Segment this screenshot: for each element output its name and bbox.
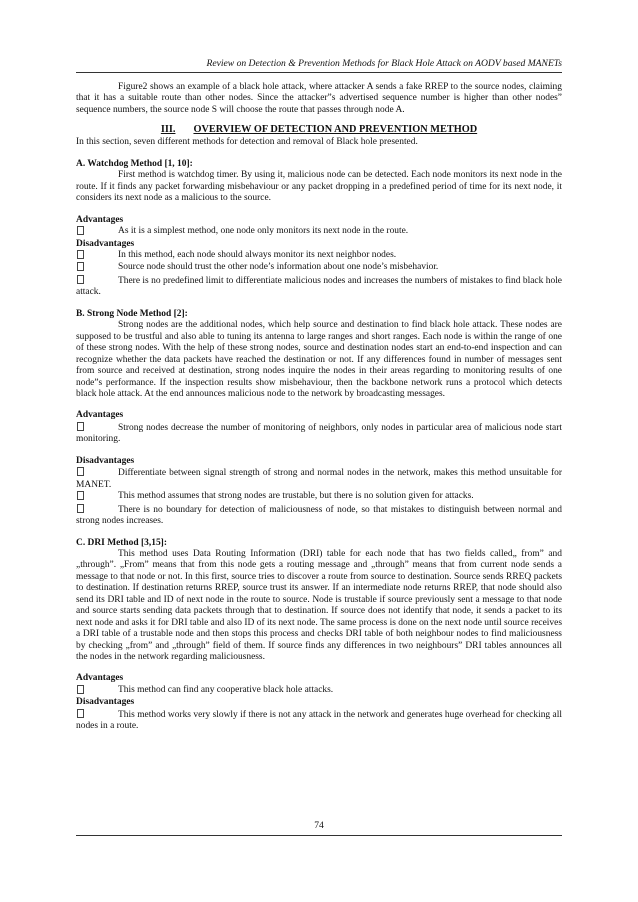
list-item-wrapping: Strong nodes decrease the number of monitoring of neighbors, only nodes in particular area of malicious node start monitoring. [76,422,562,445]
bullet-box-icon [77,250,84,259]
list-item: Source node should trust the other node’s information about one node’s misbehavior. [76,262,562,274]
bullet-box-icon [77,467,84,476]
method-b-disadvantages-label: Disadvantages [76,455,135,466]
bullet-box-icon [77,226,84,235]
bullet-box-icon [77,491,84,500]
bullet-box-icon [77,685,84,694]
list-item: As it is a simplest method, one node only monitors its next node in the route. [76,226,562,238]
method-a-body: First method is watchdog timer. By using it, malicious node can be detected. Each node monitors its next node in the route. If it finds any packet forwarding misbehaviour or any packet dropping in a predefined period of time for its next node, it considers its next node as a malicious to the source. [76,170,562,204]
method-a-advantages-label: Advantages [76,214,124,225]
list-item-wrapping: There is no boundary for detection of maliciousness of node, so that mistakes to distinguish between normal and strong nodes increases. [76,504,562,527]
method-b-heading: B. Strong Node Method [2]: [76,308,188,319]
list-item: This method assumes that strong nodes are trustable, but there is no solution given for attacks. [76,491,562,503]
running-header: Review on Detection & Prevention Methods for Black Hole Attack on AODV based MANETs [76,58,562,73]
intro-paragraph: Figure2 shows an example of a black hole attack, where attacker A sends a fake RREP to the source nodes, claiming that it has a suitable route than other nodes. Since the attacker”s advertised sequence number is higher than other nodes” sequence numbers, the source node S will choose the route that passes through node A. [76,82,562,115]
list-item-wrapping: Differentiate between signal strength of strong and normal nodes in the network, makes this method unsuitable for MANET. [76,468,562,490]
list-item: In this method, each node should always monitor its next neighbor nodes. [76,250,562,262]
list-item-wrapping: This method works very slowly if there is not any attack in the network and generates huge overhead for checking all nodes in a route. [76,709,562,732]
method-b-body: Strong nodes are the additional nodes, which help source and destination to find black hole attack. These nodes are supposed to be trustful and also able to tuning its antenna to large ranges and short ranges. Each node is within the range of one of these strong nodes. With the help of these strong nodes, source and destination nodes start an end-to-end inspection and can recognize whether the data packets have reached the destination or not. If any differences found in number of messages sent from source and received at destination, strong nodes inquire the nodes in their areas regarding to monitoring results of one node”s performance. If the inspection results show misbehaviour, then the backbone network runs a protocol which detects black hole attack. At the end announces malicious node to the network by broadcasting messages. [76,320,562,399]
section-number: III. [160,124,176,136]
method-c-body: This method uses Data Routing Information (DRI) table for each node that has two fields called„ from” and „through”. „From” means that from this node gets a routing message and „through” means that from current node sends a message to that node or not. In this first, source tries to discover a route from source to destination. Source sends RREQ packets to destination. If destination returns RREP, source trust its answer. If an intermediate node returns RREP, that node should also send its DRI table and ID of next node in the route to source. Node is trustable if source previously sent a message to that node and source starts sending data packets through that to destination. If source does not identify that node, it sends a packet to its next node and asks it for DRI table and also ID of its next node. The same process is done on the next node until source receives a DRI table of a trustable node and then stops this process and checks DRI table of both neighbour nodes to find maliciousness by checking „from” and „through” field of them. If source finds any differences in two neighbours” DRI tables announces all the nodes in the network regarding maliciousness. [76,548,562,663]
section-heading [76,124,562,135]
method-a-disadvantages-label: Disadvantages [76,238,135,249]
method-b-advantages-label: Advantages [76,410,124,421]
section-lead: In this section, seven different methods for detection and removal of Black hole presented. [76,137,418,148]
list-item: This method can find any cooperative black hole attacks. [76,685,562,697]
method-c-advantages-label: Advantages [76,673,124,684]
bullet-box-icon [77,422,84,431]
bullet-box-icon [77,709,84,718]
page-number: 74 [76,820,562,836]
bullet-box-icon [77,275,84,284]
method-a-heading: A. Watchdog Method [1, 10]: [76,158,193,169]
bullet-box-icon [77,504,84,513]
section-title: OVERVIEW OF DETECTION AND PREVENTION METHOD [193,124,478,136]
method-c-disadvantages-label: Disadvantages [76,697,135,708]
bullet-box-icon [77,262,84,271]
method-c-heading: C. DRI Method [3,15]: [76,537,167,548]
list-item-wrapping: There is no predefined limit to differentiate malicious nodes and increases the numbers of mistakes to find black hole attack. [76,275,562,298]
